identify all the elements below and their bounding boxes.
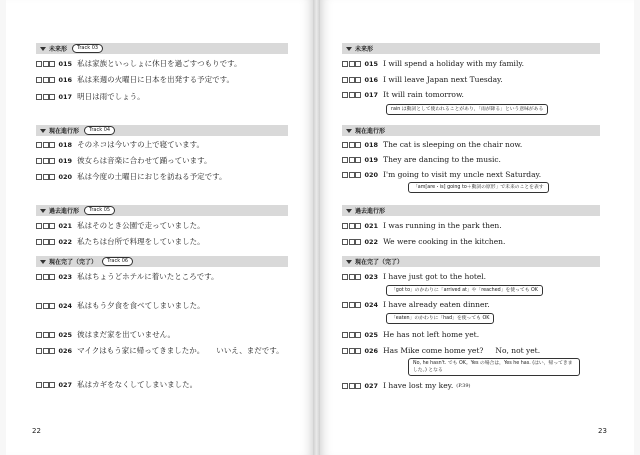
right-page	[320, 0, 634, 455]
item-text: I will leave Japan next Tuesday.	[383, 75, 503, 84]
list-item	[36, 156, 211, 166]
checkbox-group[interactable]	[36, 332, 56, 338]
item-number: 016	[364, 76, 379, 84]
item-number: 017	[58, 93, 73, 101]
item-number: 025	[58, 331, 73, 339]
list-item	[342, 381, 471, 391]
item-text: 私は今度の土曜日におじを訪ねる予定です。	[77, 172, 227, 181]
track-badge: Track 03	[72, 44, 103, 53]
note-callout: 「got to」のかわりに「arrived at」や「reached」を使っても OK	[386, 285, 543, 296]
note-callout: No, he hasn't. でも OK。Yes の場合は，Yes he has. (はい，帰ってきました。) となる	[408, 358, 580, 376]
item-text: I have already eaten dinner.	[383, 300, 490, 309]
list-item	[36, 330, 175, 340]
section-title: 現在進行形	[49, 128, 80, 135]
section-header-past-progressive	[342, 205, 600, 216]
list-item	[342, 140, 522, 150]
section-header-past-progressive	[36, 205, 288, 216]
checkbox-group[interactable]	[342, 223, 362, 229]
item-text: そのネコは今いすの上で寝ています。	[77, 140, 204, 149]
triangle-icon	[40, 209, 46, 213]
checkbox-group[interactable]	[342, 383, 362, 389]
checkbox-group[interactable]	[36, 274, 56, 280]
list-item	[36, 59, 241, 69]
list-item	[36, 140, 204, 150]
section-header-future	[342, 43, 600, 54]
section-header-future	[36, 43, 288, 54]
item-text: We were cooking in the kitchen.	[383, 237, 506, 246]
checkbox-group[interactable]	[36, 61, 56, 67]
item-number: 025	[364, 331, 379, 339]
item-text: It will rain tomorrow.	[383, 90, 464, 99]
section-header-present-perfect	[36, 256, 288, 267]
list-item	[342, 155, 501, 165]
section-title: 未来形	[49, 46, 68, 53]
checkbox-group[interactable]	[342, 157, 362, 163]
checkbox-group[interactable]	[36, 158, 56, 164]
item-number: 015	[58, 60, 73, 68]
checkbox-group[interactable]	[342, 77, 362, 83]
item-text: 私はカギをなくしてしまいました。	[77, 380, 198, 389]
list-item	[342, 330, 479, 340]
list-item	[36, 221, 205, 231]
item-number: 026	[364, 347, 379, 355]
list-item	[342, 170, 541, 180]
checkbox-group[interactable]	[342, 92, 362, 98]
item-number: 023	[364, 273, 379, 281]
track-badge: Track 06	[102, 257, 133, 266]
item-text: マイクはもう家に帰ってきましたか。	[77, 346, 205, 355]
item-text: 私たちは台所で料理をしていました。	[77, 237, 205, 246]
list-item	[36, 380, 197, 390]
checkbox-group[interactable]	[342, 172, 362, 178]
checkbox-group[interactable]	[36, 223, 56, 229]
item-text: 私はそのとき公園で走っていました。	[77, 221, 205, 230]
list-item	[342, 237, 505, 247]
item-text: Has Mike come home yet?	[383, 346, 484, 355]
item-text: 明日は雨でしょう。	[77, 92, 145, 101]
checkbox-group[interactable]	[36, 348, 56, 354]
note-callout: 「am[are・is] going to＋動詞の原形」で未来のことを表す	[408, 182, 549, 193]
item-text: 彼はまだ家を出ていません。	[77, 330, 176, 339]
checkbox-group[interactable]	[342, 348, 362, 354]
item-number: 024	[58, 302, 73, 310]
note-callout: rain は動詞として使われることがあり，「雨が降る」という意味がある	[386, 104, 548, 115]
list-item	[36, 75, 234, 85]
list-item	[342, 272, 486, 282]
item-text: I have lost my key.	[383, 381, 454, 390]
item-number: 023	[58, 273, 73, 281]
item-text: 私は家族といっしょに休日を過ごすつもりです。	[77, 59, 242, 68]
list-item	[36, 172, 226, 182]
list-item	[342, 346, 540, 356]
triangle-icon	[346, 47, 352, 51]
item-text: 私はもう夕食を食べてしまいました。	[77, 301, 205, 310]
list-item	[342, 300, 490, 310]
item-text: 彼女らは音楽に合わせて踊っています。	[77, 156, 212, 165]
list-item	[342, 221, 502, 231]
list-item	[36, 237, 205, 247]
section-title: 現在完了（完了）	[355, 259, 404, 266]
item-number: 015	[364, 60, 379, 68]
item-text: The cat is sleeping on the chair now.	[383, 140, 523, 149]
checkbox-group[interactable]	[342, 332, 362, 338]
item-text: I was running in the park then.	[383, 221, 502, 230]
section-header-present-perfect	[342, 256, 600, 267]
item-number: 019	[58, 157, 73, 165]
triangle-icon	[346, 129, 352, 133]
list-item	[342, 90, 464, 100]
checkbox-group[interactable]	[36, 94, 56, 100]
item-number: 022	[58, 238, 73, 246]
item-text: He has not left home yet.	[383, 330, 480, 339]
item-number: 027	[364, 382, 379, 390]
checkbox-group[interactable]	[342, 239, 362, 245]
section-title: 過去進行形	[355, 208, 386, 215]
triangle-icon	[346, 209, 352, 213]
item-number: 020	[364, 171, 379, 179]
book-gutter	[313, 0, 320, 455]
page-number: 22	[32, 427, 41, 435]
item-text: 私はちょうどホテルに着いたところです。	[77, 272, 219, 281]
item-number: 018	[58, 141, 73, 149]
section-header-present-progressive	[342, 125, 600, 136]
section-title: 未来形	[355, 46, 374, 53]
item-number: 018	[364, 141, 379, 149]
item-text: I have just got to the hotel.	[383, 272, 487, 281]
item-number: 027	[58, 381, 73, 389]
checkbox-group[interactable]	[36, 303, 56, 309]
list-item	[36, 301, 205, 311]
section-title: 現在完了（完了）	[49, 259, 98, 266]
section-title: 現在進行形	[355, 128, 386, 135]
section-header-present-progressive	[36, 125, 288, 136]
page-reference: (P.39)	[456, 383, 471, 389]
checkbox-group[interactable]	[36, 239, 56, 245]
item-number: 016	[58, 76, 73, 84]
item-number: 017	[364, 91, 379, 99]
triangle-icon	[40, 260, 46, 264]
section-title: 過去進行形	[49, 208, 80, 215]
triangle-icon	[346, 260, 352, 264]
list-item	[342, 75, 503, 85]
item-number: 021	[364, 222, 379, 230]
checkbox-group[interactable]	[36, 174, 56, 180]
item-answer: いいえ、まだです。	[216, 346, 284, 355]
list-item	[342, 59, 524, 69]
item-number: 026	[58, 347, 73, 355]
item-number: 019	[364, 156, 379, 164]
item-text: 私は来週の火曜日に日本を出発する予定です。	[77, 75, 234, 84]
checkbox-group[interactable]	[36, 142, 56, 148]
note-callout: 「eaten」のかわりに「had」を使っても OK	[386, 313, 494, 324]
list-item	[36, 272, 219, 282]
track-badge: Track 04	[84, 126, 115, 135]
item-number: 021	[58, 222, 73, 230]
list-item	[36, 346, 284, 356]
triangle-icon	[40, 47, 46, 51]
item-number: 024	[364, 301, 379, 309]
left-page	[6, 0, 313, 455]
checkbox-group[interactable]	[342, 61, 362, 67]
checkbox-group[interactable]	[342, 302, 362, 308]
checkbox-group[interactable]	[342, 142, 362, 148]
checkbox-group[interactable]	[36, 77, 56, 83]
list-item	[36, 92, 145, 102]
triangle-icon	[40, 129, 46, 133]
checkbox-group[interactable]	[342, 274, 362, 280]
track-badge: Track 05	[84, 206, 115, 215]
item-text: I'm going to visit my uncle next Saturday.	[383, 170, 542, 179]
item-text: They are dancing to the music.	[383, 155, 501, 164]
item-number: 022	[364, 238, 379, 246]
item-number: 020	[58, 173, 73, 181]
item-text: I will spend a holiday with my family.	[383, 59, 524, 68]
item-answer: No, not yet.	[495, 346, 541, 355]
checkbox-group[interactable]	[36, 382, 56, 388]
page-number: 23	[598, 427, 607, 435]
